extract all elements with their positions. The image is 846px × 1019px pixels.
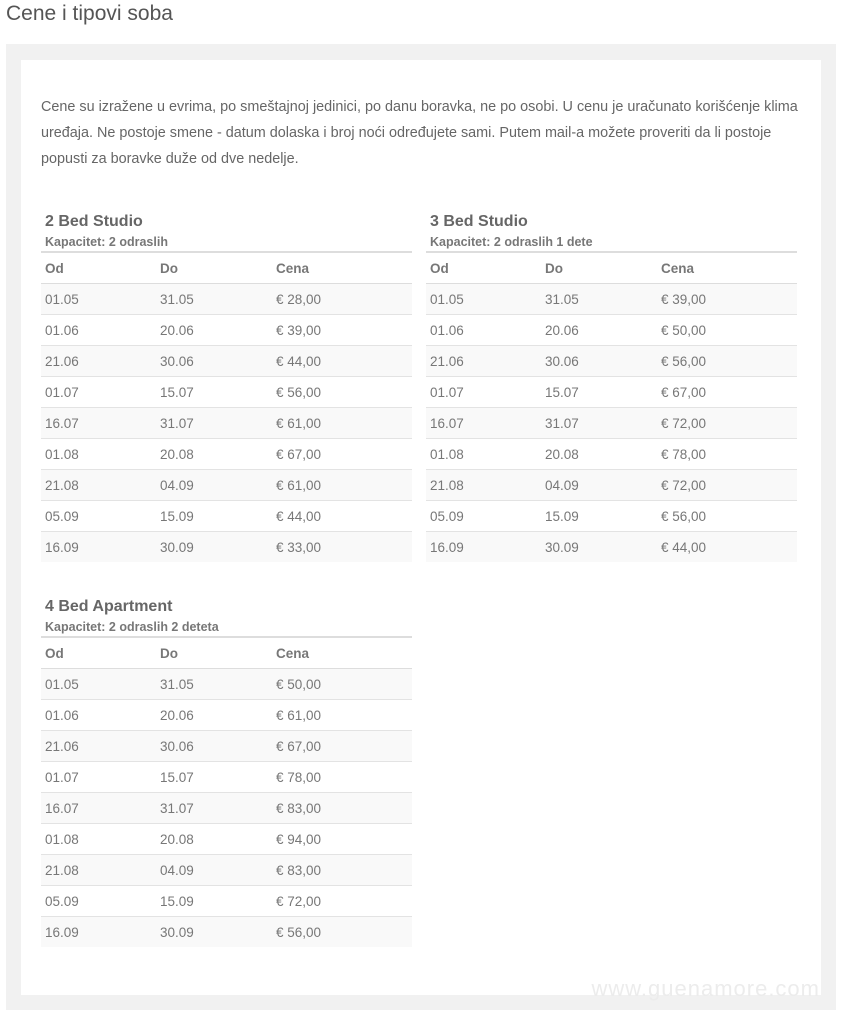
cell-od: 01.07 [41,762,156,793]
cell-od: 21.06 [41,346,156,377]
table-row [41,408,412,439]
cell-cena: € 56,00 [657,501,797,532]
cell-do: 20.06 [156,700,272,731]
watermark: www.guenamore.com [591,976,820,1001]
cell-cena: € 50,00 [657,315,797,346]
cell-od: 16.09 [426,532,541,563]
cell-do: 15.09 [156,886,272,917]
column-header-cena: Cena [272,637,412,669]
cell-od: 01.07 [41,377,156,408]
room-4-bed-apartment [41,597,412,947]
room-capacity: Kapacitet: 2 odraslih 2 deteta [45,620,219,634]
cell-do: 30.06 [156,346,272,377]
cell-do: 15.07 [156,377,272,408]
table-row [426,377,797,408]
cell-od: 01.06 [426,315,541,346]
cell-od: 21.08 [426,470,541,501]
table-row [426,439,797,470]
cell-do: 04.09 [541,470,657,501]
price-table [41,636,412,947]
cell-od: 05.09 [41,501,156,532]
cell-do: 30.09 [156,917,272,948]
cell-do: 15.07 [541,377,657,408]
column-header-od: Od [426,252,541,284]
cell-do: 31.05 [156,669,272,700]
cell-cena: € 72,00 [657,470,797,501]
table-header-row [426,252,797,284]
table-row [41,669,412,700]
table-row [41,501,412,532]
table-row [41,377,412,408]
table-row [41,917,412,948]
room-name: 3 Bed Studio [430,213,528,230]
cell-do: 20.08 [541,439,657,470]
cell-cena: € 78,00 [657,439,797,470]
cell-od: 01.08 [426,439,541,470]
table-row [426,284,797,315]
cell-cena: € 56,00 [272,917,412,948]
cell-do: 31.07 [156,793,272,824]
page-title: Cene i tipovi soba [6,2,173,25]
column-header-do: Do [541,252,657,284]
cell-do: 20.06 [156,315,272,346]
cell-cena: € 39,00 [657,284,797,315]
table-row [41,532,412,563]
cell-od: 01.08 [41,824,156,855]
cell-cena: € 33,00 [272,532,412,563]
column-header-od: Od [41,637,156,669]
cell-do: 20.08 [156,439,272,470]
table-row [426,501,797,532]
cell-cena: € 72,00 [272,886,412,917]
cell-cena: € 44,00 [272,346,412,377]
table-header-row [41,637,412,669]
cell-od: 01.05 [41,669,156,700]
cell-do: 30.06 [541,346,657,377]
table-row [41,439,412,470]
table-row [41,886,412,917]
cell-do: 31.05 [541,284,657,315]
cell-do: 30.09 [156,532,272,563]
cell-od: 05.09 [41,886,156,917]
cell-cena: € 67,00 [272,731,412,762]
cell-od: 16.09 [41,532,156,563]
table-row [426,315,797,346]
cell-cena: € 94,00 [272,824,412,855]
table-row [426,470,797,501]
cell-do: 15.09 [541,501,657,532]
cell-od: 01.08 [41,439,156,470]
price-table [426,251,797,562]
cell-cena: € 83,00 [272,793,412,824]
room-capacity: Kapacitet: 2 odraslih [45,235,168,249]
cell-do: 04.09 [156,855,272,886]
cell-cena: € 56,00 [272,377,412,408]
cell-cena: € 44,00 [272,501,412,532]
column-header-cena: Cena [657,252,797,284]
cell-od: 21.08 [41,470,156,501]
cell-cena: € 28,00 [272,284,412,315]
intro-text: Cene su izražene u evrima, po smeštajnoj jedinici, po danu boravka, ne po osobi. U cenu je uračunato korišćenje klima uređaja. Ne postoje smene - datum dolaska i broj noći određujete sami. Putem mail-a možete proveriti da li postoje popusti za boravke duže od dve nedelje. [41,99,798,167]
table-row [41,700,412,731]
cell-cena: € 67,00 [657,377,797,408]
column-header-do: Do [156,637,272,669]
cell-cena: € 50,00 [272,669,412,700]
cell-od: 21.06 [426,346,541,377]
cell-od: 21.06 [41,731,156,762]
content-card [21,60,821,995]
table-row [41,470,412,501]
cell-do: 15.09 [156,501,272,532]
cell-od: 21.08 [41,855,156,886]
cell-cena: € 83,00 [272,855,412,886]
room-capacity: Kapacitet: 2 odraslih 1 dete [430,235,593,249]
cell-cena: € 44,00 [657,532,797,563]
table-row [426,532,797,563]
cell-do: 15.07 [156,762,272,793]
table-row [41,824,412,855]
cell-do: 20.06 [541,315,657,346]
cell-do: 31.05 [156,284,272,315]
table-row [41,793,412,824]
price-table [41,251,412,562]
cell-cena: € 61,00 [272,700,412,731]
cell-cena: € 39,00 [272,315,412,346]
table-row [41,315,412,346]
cell-od: 01.05 [426,284,541,315]
table-row [41,284,412,315]
cell-do: 30.06 [156,731,272,762]
column-header-do: Do [156,252,272,284]
cell-od: 01.07 [426,377,541,408]
cell-do: 04.09 [156,470,272,501]
cell-do: 31.07 [541,408,657,439]
cell-do: 30.09 [541,532,657,563]
table-row [41,855,412,886]
cell-od: 16.07 [426,408,541,439]
cell-od: 16.07 [41,793,156,824]
cell-od: 01.06 [41,700,156,731]
cell-od: 01.05 [41,284,156,315]
cell-do: 31.07 [156,408,272,439]
cell-do: 20.08 [156,824,272,855]
content-panel [6,44,836,1010]
cell-cena: € 67,00 [272,439,412,470]
cell-cena: € 56,00 [657,346,797,377]
cell-od: 16.07 [41,408,156,439]
column-header-od: Od [41,252,156,284]
room-2-bed-studio [41,212,412,562]
cell-od: 01.06 [41,315,156,346]
table-header-row [41,252,412,284]
cell-od: 05.09 [426,501,541,532]
table-row [426,408,797,439]
column-header-cena: Cena [272,252,412,284]
cell-cena: € 61,00 [272,408,412,439]
table-row [41,762,412,793]
table-row [41,731,412,762]
room-3-bed-studio [426,212,797,562]
cell-cena: € 61,00 [272,470,412,501]
cell-cena: € 72,00 [657,408,797,439]
cell-cena: € 78,00 [272,762,412,793]
table-row [41,346,412,377]
cell-od: 16.09 [41,917,156,948]
room-name: 2 Bed Studio [45,213,143,230]
table-row [426,346,797,377]
room-name: 4 Bed Apartment [45,598,173,615]
